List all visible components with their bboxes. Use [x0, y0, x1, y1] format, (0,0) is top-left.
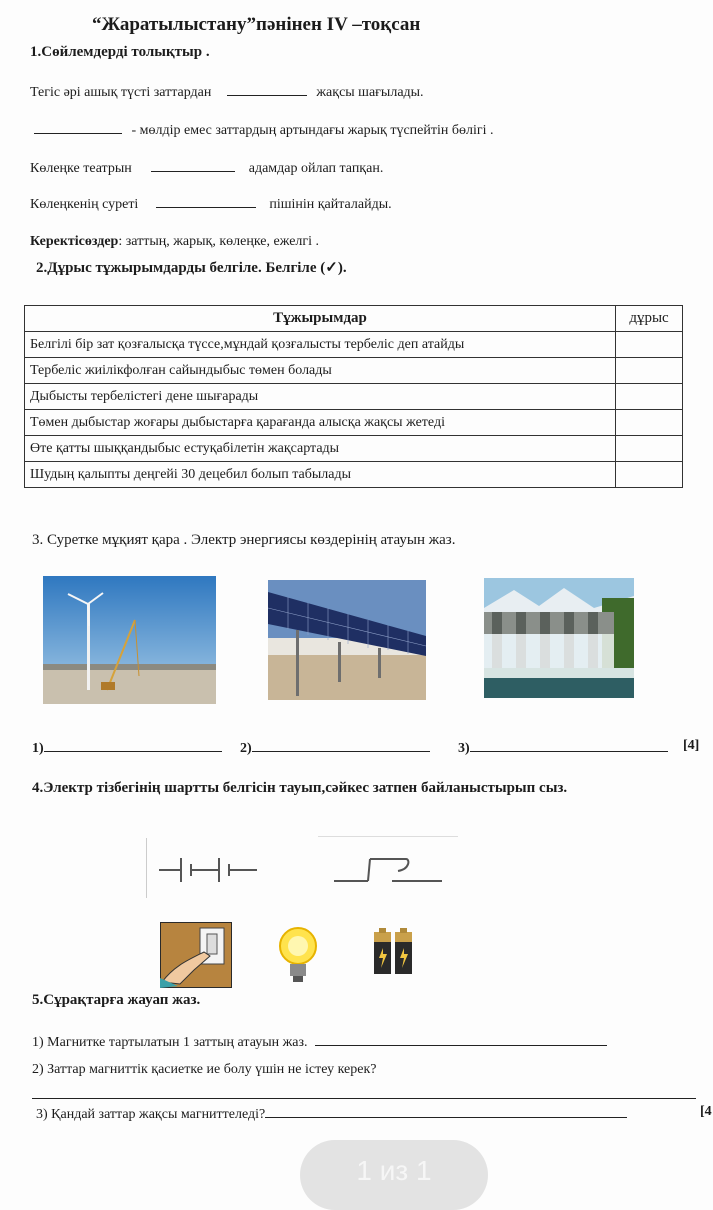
- table-row: [25, 332, 683, 358]
- blank-line: [151, 158, 235, 172]
- statement-cell: Төмен дыбыстар жоғары дыбыстарға қарағанда алысқа жақсы жетеді: [25, 410, 616, 436]
- q5-q3-text: 3) Қандай заттар жақсы магниттеледі?: [36, 1107, 266, 1122]
- q1-keywords: [30, 234, 319, 250]
- blank-line: [252, 738, 430, 752]
- q1-sentence-4: [30, 194, 392, 213]
- blank-line: [227, 82, 307, 96]
- statement-cell: Белгілі бір зат қозғалысқа түссе,мұндай қозғалысты тербеліс деп атайды: [25, 332, 616, 358]
- q4-heading: 4.Электр тізбегінің шартты белгісін тауып,сәйкес затпен байланыстырып сыз.: [32, 780, 568, 796]
- blank-line: [265, 1104, 627, 1118]
- statement-cell: Дыбысты тербелістегі дене шығарады: [25, 384, 616, 410]
- blank-line: [34, 120, 122, 134]
- keywords-list: : заттың, жарық, көлеңке, ежелгі .: [118, 234, 320, 249]
- q1-sentence-3: [30, 158, 383, 177]
- q5-heading: 5.Сұрақтарға жауап жаз.: [32, 992, 201, 1008]
- battery-symbol: [146, 838, 275, 898]
- answer-3-label: 3): [458, 741, 470, 756]
- table-row: [25, 358, 683, 384]
- wind-turbine-photo: [43, 576, 216, 704]
- check-cell[interactable]: [616, 358, 683, 384]
- statement-cell: Өте қатты шыққандыбыс естуқабілетін жақсартады: [25, 436, 616, 462]
- q5-question-1: [32, 1032, 607, 1051]
- hand-switch-picture: [160, 922, 232, 988]
- q1-heading: 1.Сөйлемдерді толықтыр .: [30, 44, 210, 60]
- table-row: [25, 410, 683, 436]
- q5-marks: [4: [700, 1104, 712, 1119]
- q3-heading: 3. Суретке мұқият қара . Электр энергиясы көздерінің атауын жаз.: [32, 532, 456, 548]
- q5-question-3: [36, 1104, 627, 1123]
- check-cell[interactable]: [616, 436, 683, 462]
- check-cell[interactable]: [616, 332, 683, 358]
- col-correct: дұрыс: [616, 306, 683, 332]
- q5-question-2: 2) Заттар магниттік қасиетке ие болу үшін не істеу керек?: [32, 1062, 377, 1077]
- q1-s4-start: Көлеңкенің суреті: [30, 197, 139, 212]
- table-row: [25, 462, 683, 488]
- statement-cell: Тербеліс жиілікфолған сайындыбыс төмен болады: [25, 358, 616, 384]
- q5-q1-text: 1) Магнитке тартылатын 1 заттың атауын жаз.: [32, 1035, 308, 1050]
- check-cell[interactable]: [616, 410, 683, 436]
- check-cell[interactable]: [616, 462, 683, 488]
- table-row: [25, 384, 683, 410]
- statements-table: [24, 305, 683, 488]
- switch-symbol: [318, 836, 458, 899]
- answer-line: [32, 1098, 696, 1099]
- statement-cell: Шудың қалыпты деңгейі 30 децебил болып табылады: [25, 462, 616, 488]
- blank-line: [156, 194, 256, 208]
- q3-marks: [4]: [683, 738, 700, 753]
- q1-sentence-2: [34, 120, 494, 139]
- q1-s2-text: - мөлдір емес заттардың артындағы жарық түспейтін бөлігі .: [131, 123, 494, 138]
- q1-sentence-1: [30, 82, 424, 101]
- check-cell[interactable]: [616, 384, 683, 410]
- q2-heading: 2.Дұрыс тұжырымдарды белгіле. Белгіле (✓).: [36, 260, 347, 276]
- q1-s1-start: Тегіс әрі ашық түсті заттардан: [30, 85, 212, 100]
- answer-2: [240, 738, 430, 757]
- q1-s3-start: Көлеңке театрын: [30, 161, 132, 176]
- table-header-row: [25, 306, 683, 332]
- blank-line: [470, 738, 668, 752]
- batteries-icon: [372, 926, 414, 976]
- hydro-dam-photo: [484, 578, 634, 698]
- answer-3: [458, 738, 668, 757]
- q1-s1-end: жақсы шағылады.: [316, 85, 424, 100]
- blank-line: [315, 1032, 607, 1046]
- q1-s3-end: адамдар ойлап тапқан.: [248, 161, 384, 176]
- blank-line: [44, 738, 222, 752]
- keywords-label: Керектісөздер: [30, 234, 119, 249]
- answer-1: [32, 738, 222, 757]
- col-statements: Тұжырымдар: [25, 306, 616, 332]
- q1-s4-end: пішінін қайталайды.: [269, 197, 392, 212]
- light-bulb-icon: [276, 922, 320, 988]
- table-row: [25, 436, 683, 462]
- answer-1-label: 1): [32, 741, 44, 756]
- page-indicator: 1 из 1: [300, 1140, 488, 1210]
- answer-2-label: 2): [240, 741, 252, 756]
- page-title: “Жаратылыстану”пәнінен IV –тоқсан: [92, 14, 421, 35]
- solar-panels-photo: [268, 580, 426, 700]
